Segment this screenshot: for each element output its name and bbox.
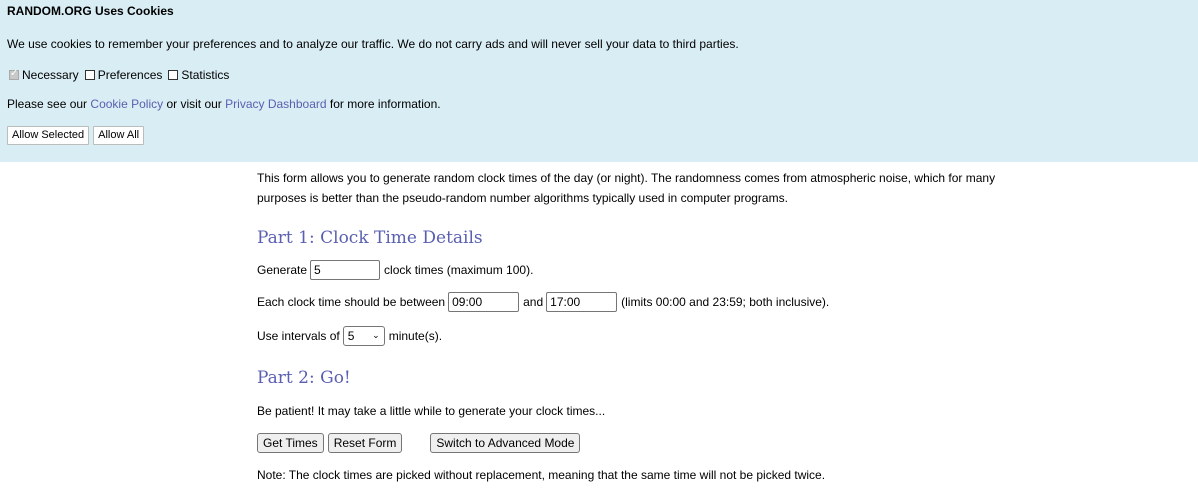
preferences-checkbox[interactable] (85, 70, 95, 80)
privacy-dashboard-link[interactable]: Privacy Dashboard (225, 97, 327, 111)
generate-suffix: clock times (maximum 100). (384, 263, 534, 277)
end-time-input[interactable] (546, 292, 617, 312)
cookie-banner-text: We use cookies to remember your preferences and to analyze our traffic. We do not carry ads and will never sell your data to third parties. (7, 37, 739, 51)
cookie-buttons (7, 126, 144, 145)
interval-select[interactable] (343, 326, 385, 346)
cookie-banner-title: RANDOM.ORG Uses Cookies (7, 4, 174, 18)
between-suffix: (limits 00:00 and 23:59; both inclusive). (621, 295, 830, 309)
policy-middle-text: or visit our (166, 97, 222, 111)
cookie-banner (0, 0, 1198, 162)
note-row (257, 468, 825, 482)
action-buttons (257, 433, 580, 453)
generate-row (257, 260, 533, 280)
between-row (257, 292, 829, 312)
count-input[interactable] (310, 260, 380, 280)
allow-selected-button[interactable]: Allow Selected (7, 126, 89, 145)
policy-suffix-text: for more information. (329, 97, 441, 111)
between-and: and (523, 295, 544, 309)
cookie-checkbox-group (9, 68, 235, 82)
interval-suffix: minute(s). (388, 329, 443, 343)
preferences-checkbox-label[interactable]: Preferences (97, 68, 163, 82)
chevron-down-icon: ⌄ (372, 331, 380, 341)
cookie-policy-line (7, 97, 441, 111)
necessary-checkbox (9, 70, 19, 80)
part1-heading: Part 1: Clock Time Details (257, 228, 483, 248)
interval-prefix: Use intervals of (257, 329, 340, 343)
cookie-policy-link[interactable]: Cookie Policy (90, 97, 164, 111)
note-text: Note: The clock times are picked without replacement, meaning that the same time will not be picked twice. (257, 468, 826, 482)
intro-text: This form allows you to generate random clock times of the day (or night). The randomness comes from atmospheric noise, which for many purposes is better than the pseudo-random number algorithms typically used in computer programs. (257, 171, 996, 205)
policy-prefix-text: Please see our (7, 97, 88, 111)
get-times-button[interactable]: Get Times (257, 433, 324, 453)
allow-all-button[interactable]: Allow All (93, 126, 144, 145)
necessary-checkbox-label: Necessary (22, 68, 79, 82)
generate-prefix: Generate (257, 263, 308, 277)
patience-row (257, 404, 605, 418)
interval-select-value: 5 (347, 329, 355, 343)
statistics-checkbox-label[interactable]: Statistics (181, 68, 230, 82)
advanced-mode-button[interactable]: Switch to Advanced Mode (430, 433, 580, 453)
part2-heading: Part 2: Go! (257, 368, 351, 388)
reset-form-button[interactable]: Reset Form (328, 433, 403, 453)
statistics-checkbox[interactable] (168, 70, 178, 80)
patience-text: Be patient! It may take a little while to generate your clock times... (257, 404, 606, 418)
start-time-input[interactable] (448, 292, 519, 312)
between-prefix: Each clock time should be between (257, 295, 446, 309)
interval-row (257, 326, 442, 346)
